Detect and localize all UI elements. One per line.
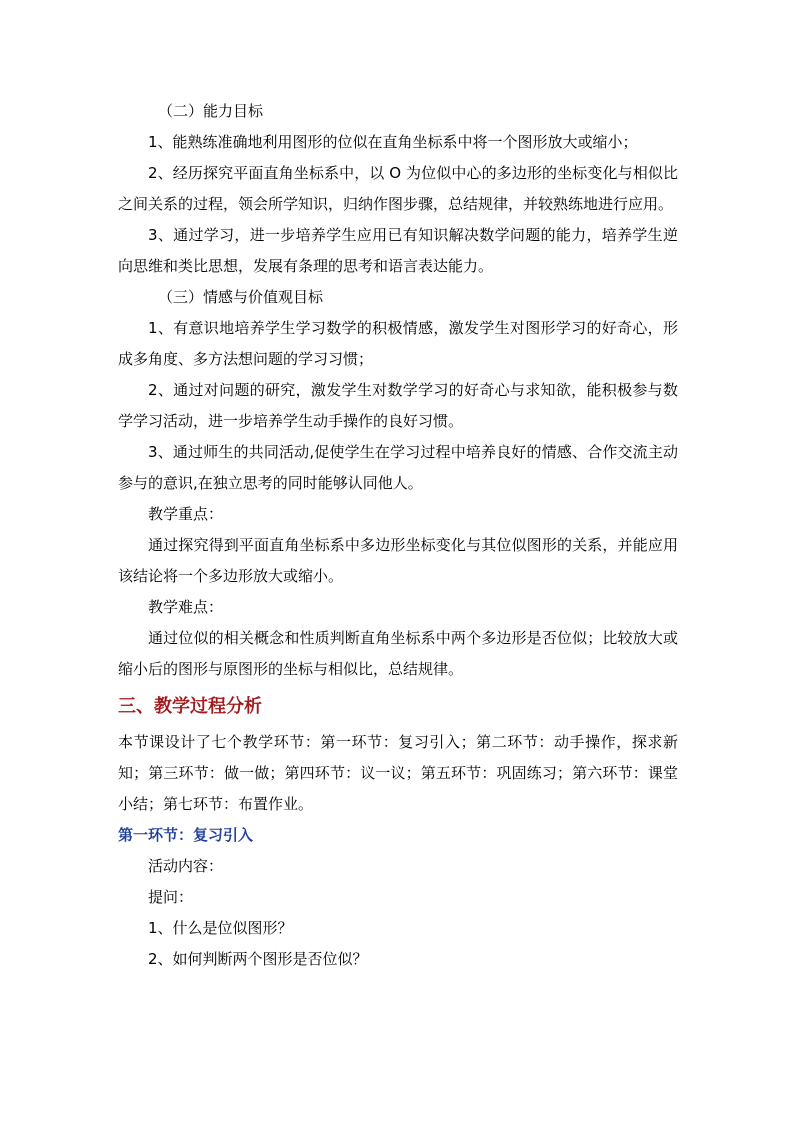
difficulties-label: 教学难点： [148,598,224,616]
emotion-goal-item-1: 1、有意识地培养学生学习数学的积极情感，激发学生对图形学习的好奇心，形成多角度、多方法想问题的学习习惯； [118,319,678,368]
difficulties-text: 通过位似的相关概念和性质判断直角坐标系中两个多边形是否位似；比较放大或缩小后的图形与原图形的坐标与相似比，总结规律。 [118,629,678,678]
section-title-process-analysis: 三、教学过程分析 [118,696,262,717]
key-points-text: 通过探究得到平面直角坐标系中多边形坐标变化与其位似图形的关系，并能应用该结论将一个多边形放大或缩小。 [118,536,678,585]
question-item-2: 2、如何判断两个图形是否位似？ [148,950,368,968]
difficulties-block [118,623,678,685]
key-points-block [118,530,678,592]
activity-content-label: 活动内容： [148,857,224,875]
question-item-1: 1、什么是位似图形？ [148,919,293,937]
document-page [118,96,678,975]
ability-goal-item-2: 2、经历探究平面直角坐标系中，以 O 为位似中心的多边形的坐标变化与相似比之间关系的过程，领会所学知识，归纳作图步骤，总结规律，并较熟练地进行应用。 [118,164,678,213]
process-intro-text: 本节课设计了七个教学环节：第一环节：复习引入；第二环节：动手操作，探求新知；第三环节：做一做；第四环节：议一议；第五环节：巩固练习；第六环节：课堂小结；第七环节：布置作业。 [118,733,678,813]
ability-goals-heading: （二）能力目标 [158,102,264,120]
ability-goal-item-1: 1、能熟练准确地利用图形的位似在直角坐标系中将一个图形放大或缩小； [148,133,638,151]
key-points-label: 教学重点： [148,505,224,523]
emotion-goal-item-3: 3、通过师生的共同活动,促使学生在学习过程中培养良好的情感、合作交流主动参与的意识,在独立思考的同时能够认同他人。 [118,443,678,492]
emotion-goal-item-2: 2、通过对问题的研究，激发学生对数学学习的好奇心与求知欲，能积极参与数学学习活动，进一步培养学生动手操作的良好习惯。 [118,381,678,430]
question-label: 提问： [148,888,194,906]
ability-goals-list [118,127,678,282]
process-intro-block [118,727,678,820]
subsection-title-stage-1: 第一环节：复习引入 [118,826,254,844]
emotion-goals-list [118,313,678,499]
ability-goal-item-3: 3、通过学习，进一步培养学生应用已有知识解决数学问题的能力，培养学生逆向思维和类比思想，发展有条理的思考和语言表达能力。 [118,226,678,275]
emotion-goals-heading: （三）情感与价值观目标 [158,288,324,306]
